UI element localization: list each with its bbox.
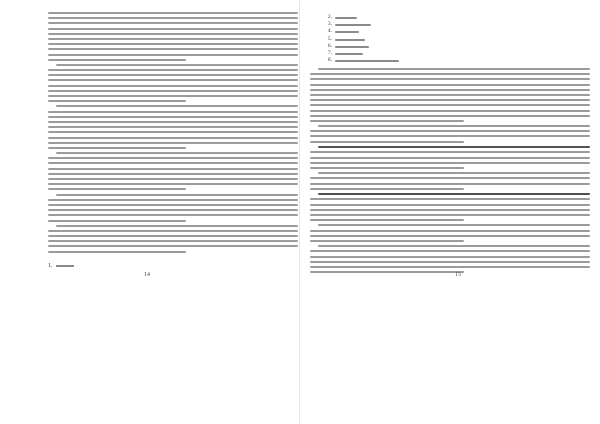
text-line <box>310 167 464 169</box>
text-line <box>310 73 590 75</box>
text-line <box>48 214 298 216</box>
text-line <box>48 178 298 180</box>
text-line <box>318 245 590 247</box>
text-line <box>48 38 298 40</box>
text-line <box>48 220 186 222</box>
text-line <box>48 131 298 133</box>
text-line <box>48 251 186 253</box>
text-line <box>48 230 298 232</box>
text-line <box>318 224 590 226</box>
list-item <box>324 36 399 43</box>
text-line <box>310 261 590 263</box>
text-line <box>48 126 298 128</box>
text-line <box>310 78 590 80</box>
list-item-text <box>335 46 369 48</box>
text-line <box>310 240 464 242</box>
text-line <box>48 17 298 19</box>
text-line <box>310 157 590 159</box>
text-line <box>48 188 186 190</box>
text-line <box>48 111 298 113</box>
text-line <box>56 152 298 154</box>
text-line <box>48 157 298 159</box>
text-line <box>310 141 464 143</box>
list-item-number: 6. <box>327 42 332 49</box>
text-line <box>48 74 298 76</box>
text-line <box>310 120 464 122</box>
list-item-text <box>335 31 359 33</box>
text-line <box>48 59 186 61</box>
text-line <box>310 219 464 221</box>
list-item-text <box>335 24 371 26</box>
text-line <box>48 54 298 56</box>
text-line <box>48 142 298 144</box>
text-line <box>48 79 298 81</box>
list-item <box>324 50 399 57</box>
text-line <box>310 235 590 237</box>
text-line <box>48 116 298 118</box>
list-item-number: 4. <box>327 28 332 35</box>
text-line <box>48 69 298 71</box>
text-line <box>48 245 298 247</box>
list-item-text <box>335 60 399 62</box>
list-item <box>324 57 399 64</box>
text-line <box>48 100 186 102</box>
list-item <box>324 21 399 28</box>
text-line <box>310 266 590 268</box>
left-final-item-number: 1. <box>48 263 53 269</box>
text-line <box>310 250 590 252</box>
text-line <box>48 137 298 139</box>
text-line <box>48 235 298 237</box>
text-line <box>48 43 298 45</box>
text-line <box>48 90 298 92</box>
text-line <box>48 199 298 201</box>
list-item-text <box>335 39 365 41</box>
list-item <box>324 43 399 50</box>
left-page-final-list-item <box>48 263 74 269</box>
text-line <box>48 183 298 185</box>
text-line <box>48 173 298 175</box>
list-item-number: 5. <box>327 35 332 42</box>
text-line <box>310 188 464 190</box>
list-item <box>324 28 399 35</box>
text-line <box>56 194 298 196</box>
list-item-text <box>335 53 363 55</box>
left-page-body-text <box>48 12 298 256</box>
text-line <box>310 204 590 206</box>
text-line <box>48 85 298 87</box>
text-line <box>48 147 186 149</box>
text-line <box>310 271 464 273</box>
text-line <box>48 168 298 170</box>
text-line <box>48 12 298 14</box>
right-page-numbered-list <box>324 14 399 64</box>
text-line <box>310 214 590 216</box>
text-line <box>310 183 590 185</box>
page-number-right: 15 <box>455 272 461 278</box>
text-line <box>48 95 298 97</box>
text-line <box>310 84 590 86</box>
text-line <box>56 64 298 66</box>
list-item-number: 3. <box>327 21 332 28</box>
list-item-number: 8. <box>327 57 332 64</box>
text-line <box>318 125 590 127</box>
text-line <box>318 68 590 70</box>
text-line <box>48 209 298 211</box>
text-line <box>318 172 590 174</box>
right-page-body-text <box>310 68 596 276</box>
list-item-number: 2. <box>327 14 332 20</box>
list-item <box>324 14 399 21</box>
text-line <box>48 162 298 164</box>
text-line <box>310 99 590 101</box>
text-line <box>318 193 590 195</box>
text-line <box>310 89 590 91</box>
text-line <box>310 135 590 137</box>
text-line <box>48 22 298 24</box>
text-line <box>310 110 590 112</box>
text-line <box>56 105 298 107</box>
text-line <box>310 177 590 179</box>
text-line <box>56 225 298 227</box>
text-line <box>48 240 298 242</box>
text-line <box>310 162 590 164</box>
text-line <box>48 121 298 123</box>
text-line <box>48 204 298 206</box>
text-line <box>310 198 590 200</box>
text-line <box>310 151 590 153</box>
text-line <box>48 48 298 50</box>
text-line <box>310 256 590 258</box>
text-line <box>310 230 590 232</box>
text-line <box>310 94 590 96</box>
text-line <box>48 33 298 35</box>
text-line <box>310 130 590 132</box>
text-line <box>310 209 590 211</box>
text-line <box>310 115 590 117</box>
text-line <box>318 146 590 148</box>
text-line <box>310 104 590 106</box>
page-number-left: 14 <box>144 272 150 278</box>
text-line <box>48 28 298 30</box>
right-page <box>300 0 600 424</box>
list-item-number: 7. <box>327 50 332 57</box>
list-item-text <box>335 17 357 19</box>
